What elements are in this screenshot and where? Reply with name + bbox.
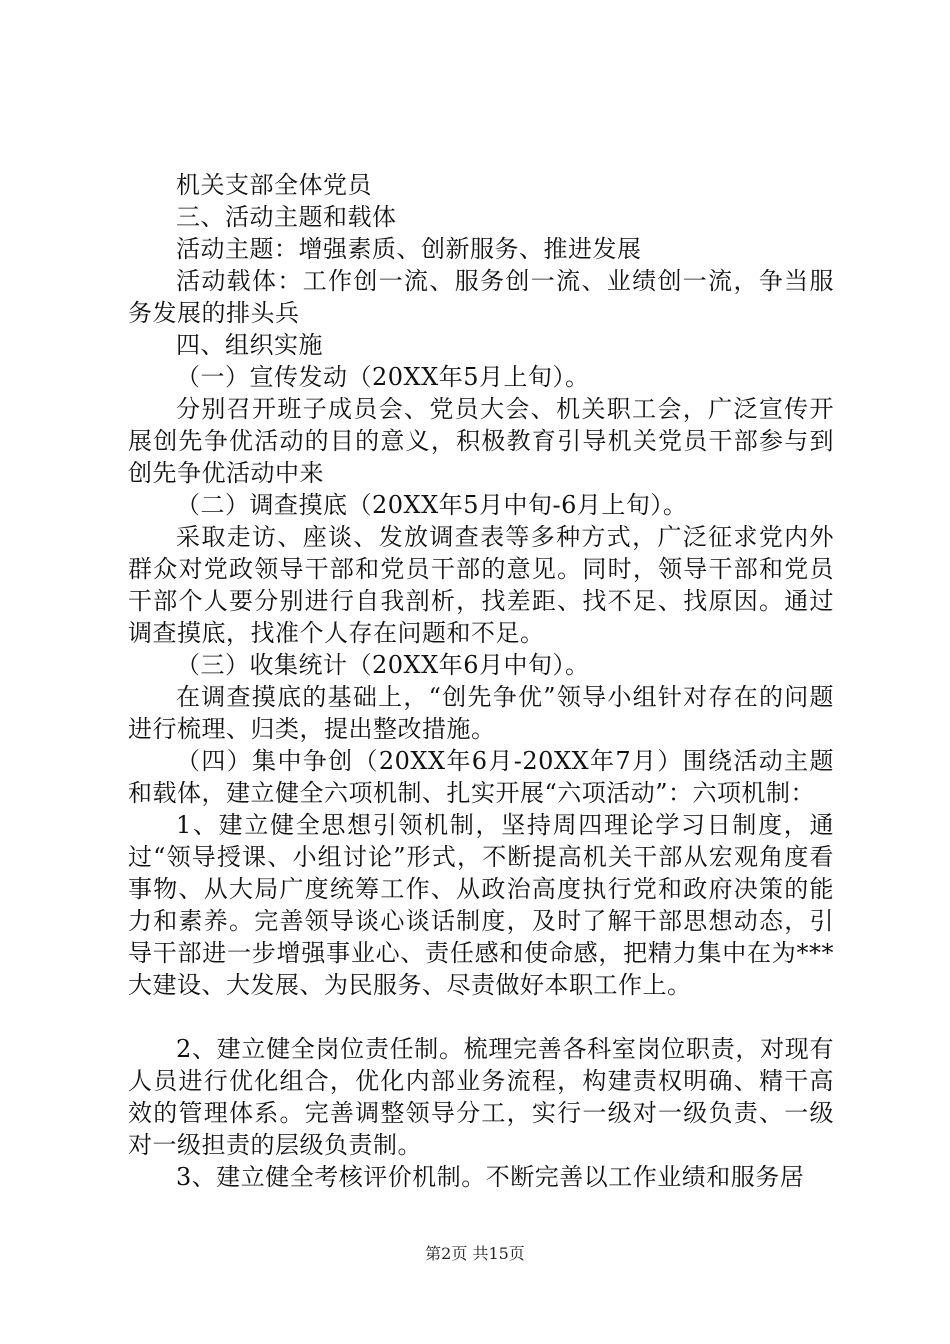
subheading-investigation: （二）调查摸底（20XX年5月中旬-6月上旬）。 [176, 491, 688, 519]
paragraph-activity-carrier: 活动载体：工作创一流、服务创一流、业绩创一流，争当服务发展的排头兵 [128, 267, 834, 327]
paragraph-mechanism-1: 1、建立健全思想引领机制，坚持周四理论学习日制度，通过“领导授课、小组讨论”形式，不断提高机关干部从宏观角度看事物、从大局广度统筹工作、从政治高度执行党和政府决策的能力和素养。完善领导谈心谈话制度，及时了解干部思想动态，引导干部进一步增强事业心、责任感和使命感，把精力集中在为***大建设、大发展、为民服务、尽责做好本职工作上。 [128, 811, 834, 999]
heading-implementation: 四、组织实施 [176, 331, 323, 359]
page-number-footer: 第2页 共15页 [425, 1244, 525, 1263]
paragraph-mechanism-3: 3、建立健全考核评价机制。不断完善以工作业绩和服务居 [176, 1163, 805, 1191]
document-body [128, 169, 834, 1193]
paragraph-investigation: 采取走访、座谈、发放调查表等多种方式，广泛征求党内外群众对党政领导干部和党员干部的意见。同时，领导干部和党员干部个人要分别进行自我剖析，找差距、找不足、找原因。通过调查摸底，找准个人存在问题和不足。 [128, 523, 834, 647]
heading-theme-and-carrier: 三、活动主题和载体 [176, 203, 397, 231]
paragraph-concentrated-effort: （四）集中争创（20XX年6月-20XX年7月）围绕活动主题和载体，建立健全六项机制、扎实开展“六项活动”：六项机制： [128, 747, 834, 807]
paragraph-collection: 在调查摸底的基础上，“创先争优”领导小组针对存在的问题进行梳理、归类，提出整改措施。 [128, 683, 834, 743]
paragraph-mechanism-2: 2、建立健全岗位责任制。梳理完善各科室岗位职责，对现有人员进行优化组合，优化内部业务流程，构建责权明确、精干高效的管理体系。完善调整领导分工，实行一级对一级负责、一级对一级担责的层级负责制。 [128, 1035, 834, 1159]
paragraph-members: 机关支部全体党员 [176, 171, 372, 199]
paragraph-activity-theme: 活动主题：增强素质、创新服务、推进发展 [176, 235, 642, 263]
paragraph-publicity: 分别召开班子成员会、党员大会、机关职工会，广泛宣传开展创先争优活动的目的意义，积极教育引导机关党员干部参与到创先争优活动中来 [128, 395, 834, 487]
subheading-collection: （三）收集统计（20XX年6月中旬）。 [176, 651, 590, 679]
subheading-publicity: （一）宣传发动（20XX年5月上旬）。 [176, 363, 590, 391]
